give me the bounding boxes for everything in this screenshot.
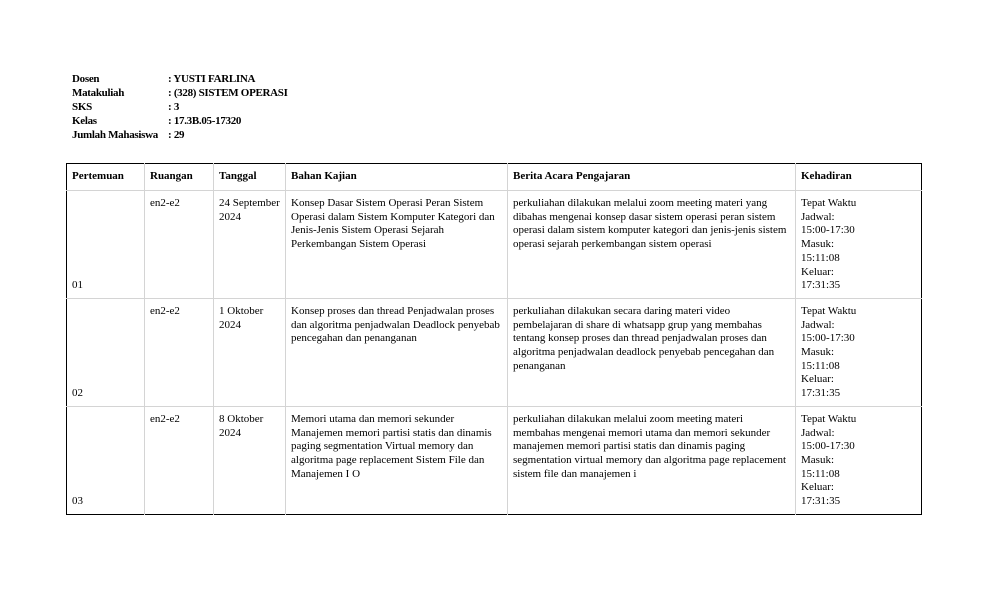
cell-tanggal: 8 Oktober 2024: [214, 406, 286, 514]
header-pertemuan: Pertemuan: [67, 164, 145, 191]
jumlah-value: : 29: [168, 129, 185, 141]
keluar-value: 17:31:35: [801, 495, 841, 508]
cell-tanggal: 1 Oktober 2024: [214, 298, 286, 406]
status-text: Tepat Waktu: [801, 197, 857, 209]
info-row-matakuliah: [72, 86, 288, 100]
header-kehadiran: Kehadiran: [796, 164, 922, 191]
keluar-value: 17:31:35: [801, 387, 841, 400]
masuk-label: Masuk:: [801, 238, 834, 251]
cell-berita-acara: perkuliahan dilakukan secara daring materi video pembelajaran di share di whatsapp grup yang membahas tentang konsep proses dan thread penjadwalan proses dan algoritma penjadwalan deadlock penyebab pencegahan dan penanganan: [508, 298, 796, 406]
header-berita-acara: Berita Acara Pengajaran: [508, 164, 796, 191]
masuk-label: Masuk:: [801, 346, 834, 359]
jumlah-label: Jumlah Mahasiswa: [72, 129, 158, 141]
header-bahan-kajian: Bahan Kajian: [286, 164, 508, 191]
cell-ruangan: en2-e2: [145, 406, 214, 514]
jadwal-value: 15:00-17:30: [801, 440, 855, 453]
cell-ruangan: en2-e2: [145, 298, 214, 406]
matakuliah-label: Matakuliah: [72, 87, 125, 99]
cell-ruangan: en2-e2: [145, 191, 214, 299]
course-info: [72, 72, 288, 142]
table-header-row: [67, 164, 922, 191]
masuk-value: 15:11:08: [801, 467, 840, 480]
header-tanggal: Tanggal: [214, 164, 286, 191]
cell-berita-acara: perkuliahan dilakukan melalui zoom meeting materi yang dibahas mengenai konsep dasar sistem operasi peran sistem operasi dalam sistem komputer kategori dan jenis-jenis sistem operasi sejarah perkembangan sistem operasi: [508, 191, 796, 299]
table-row: [67, 191, 922, 299]
cell-pertemuan: 03: [67, 406, 145, 514]
info-row-sks: [72, 100, 288, 114]
status-text: Tepat Waktu: [801, 412, 857, 425]
info-row-kelas: [72, 114, 288, 128]
cell-bahan-kajian: Konsep proses dan thread Penjadwalan proses dan algoritma penjadwalan Deadlock penyebab pencegahan dan penanganan: [286, 298, 508, 406]
cell-berita-acara: perkuliahan dilakukan melalui zoom meeting materi membahas mengenai memori utama dan memori sekunder manajemen memori partisi statis dan dinamis paging segmentation virtual memory dan algoritma page replacement sistem file dan manajemen i: [508, 406, 796, 514]
status-text: Tepat Waktu: [801, 304, 857, 317]
cell-pertemuan: 02: [67, 298, 145, 406]
cell-kehadiran: [796, 298, 922, 406]
jadwal-label: Jadwal:: [801, 426, 835, 439]
header-ruangan: Ruangan: [145, 164, 214, 191]
keluar-label: Keluar:: [801, 265, 834, 278]
keluar-label: Keluar:: [801, 481, 834, 494]
jadwal-value: 15:00-17:30: [801, 332, 855, 345]
cell-pertemuan: 01: [67, 191, 145, 299]
table-row: [67, 406, 922, 514]
jadwal-label: Jadwal:: [801, 210, 835, 223]
matakuliah-value: : (328) SISTEM OPERASI: [168, 87, 288, 99]
cell-tanggal: 24 September 2024: [214, 191, 286, 299]
table-row: [67, 298, 922, 406]
cell-kehadiran: [796, 406, 922, 514]
sks-value: : 3: [168, 101, 180, 113]
dosen-value: : YUSTI FARLINA: [168, 73, 256, 85]
dosen-label: Dosen: [72, 73, 100, 85]
cell-bahan-kajian: Konsep Dasar Sistem Operasi Peran Sistem Operasi dalam Sistem Komputer Kategori dan Jenis-Jenis Sistem Operasi Sejarah Perkembangan Sistem Operasi: [286, 191, 508, 299]
jadwal-value: 15:00-17:30: [801, 224, 855, 237]
attendance-table: [66, 163, 922, 515]
keluar-label: Keluar:: [801, 373, 834, 386]
kelas-value: : 17.3B.05-17320: [168, 115, 242, 127]
keluar-value: 17:31:35: [801, 279, 841, 292]
sks-label: SKS: [72, 101, 92, 113]
jadwal-label: Jadwal:: [801, 318, 835, 331]
masuk-value: 15:11:08: [801, 359, 840, 372]
cell-kehadiran: [796, 191, 922, 299]
info-row-jumlah: [72, 128, 288, 142]
cell-bahan-kajian: Memori utama dan memori sekunder Manajemen memori partisi statis dan dinamis paging segmentation Virtual memory dan algoritma page replacement Sistem File dan Manajemen I O: [286, 406, 508, 514]
kelas-label: Kelas: [72, 115, 97, 127]
info-row-dosen: [72, 72, 288, 86]
masuk-label: Masuk:: [801, 453, 834, 466]
masuk-value: 15:11:08: [801, 251, 840, 264]
